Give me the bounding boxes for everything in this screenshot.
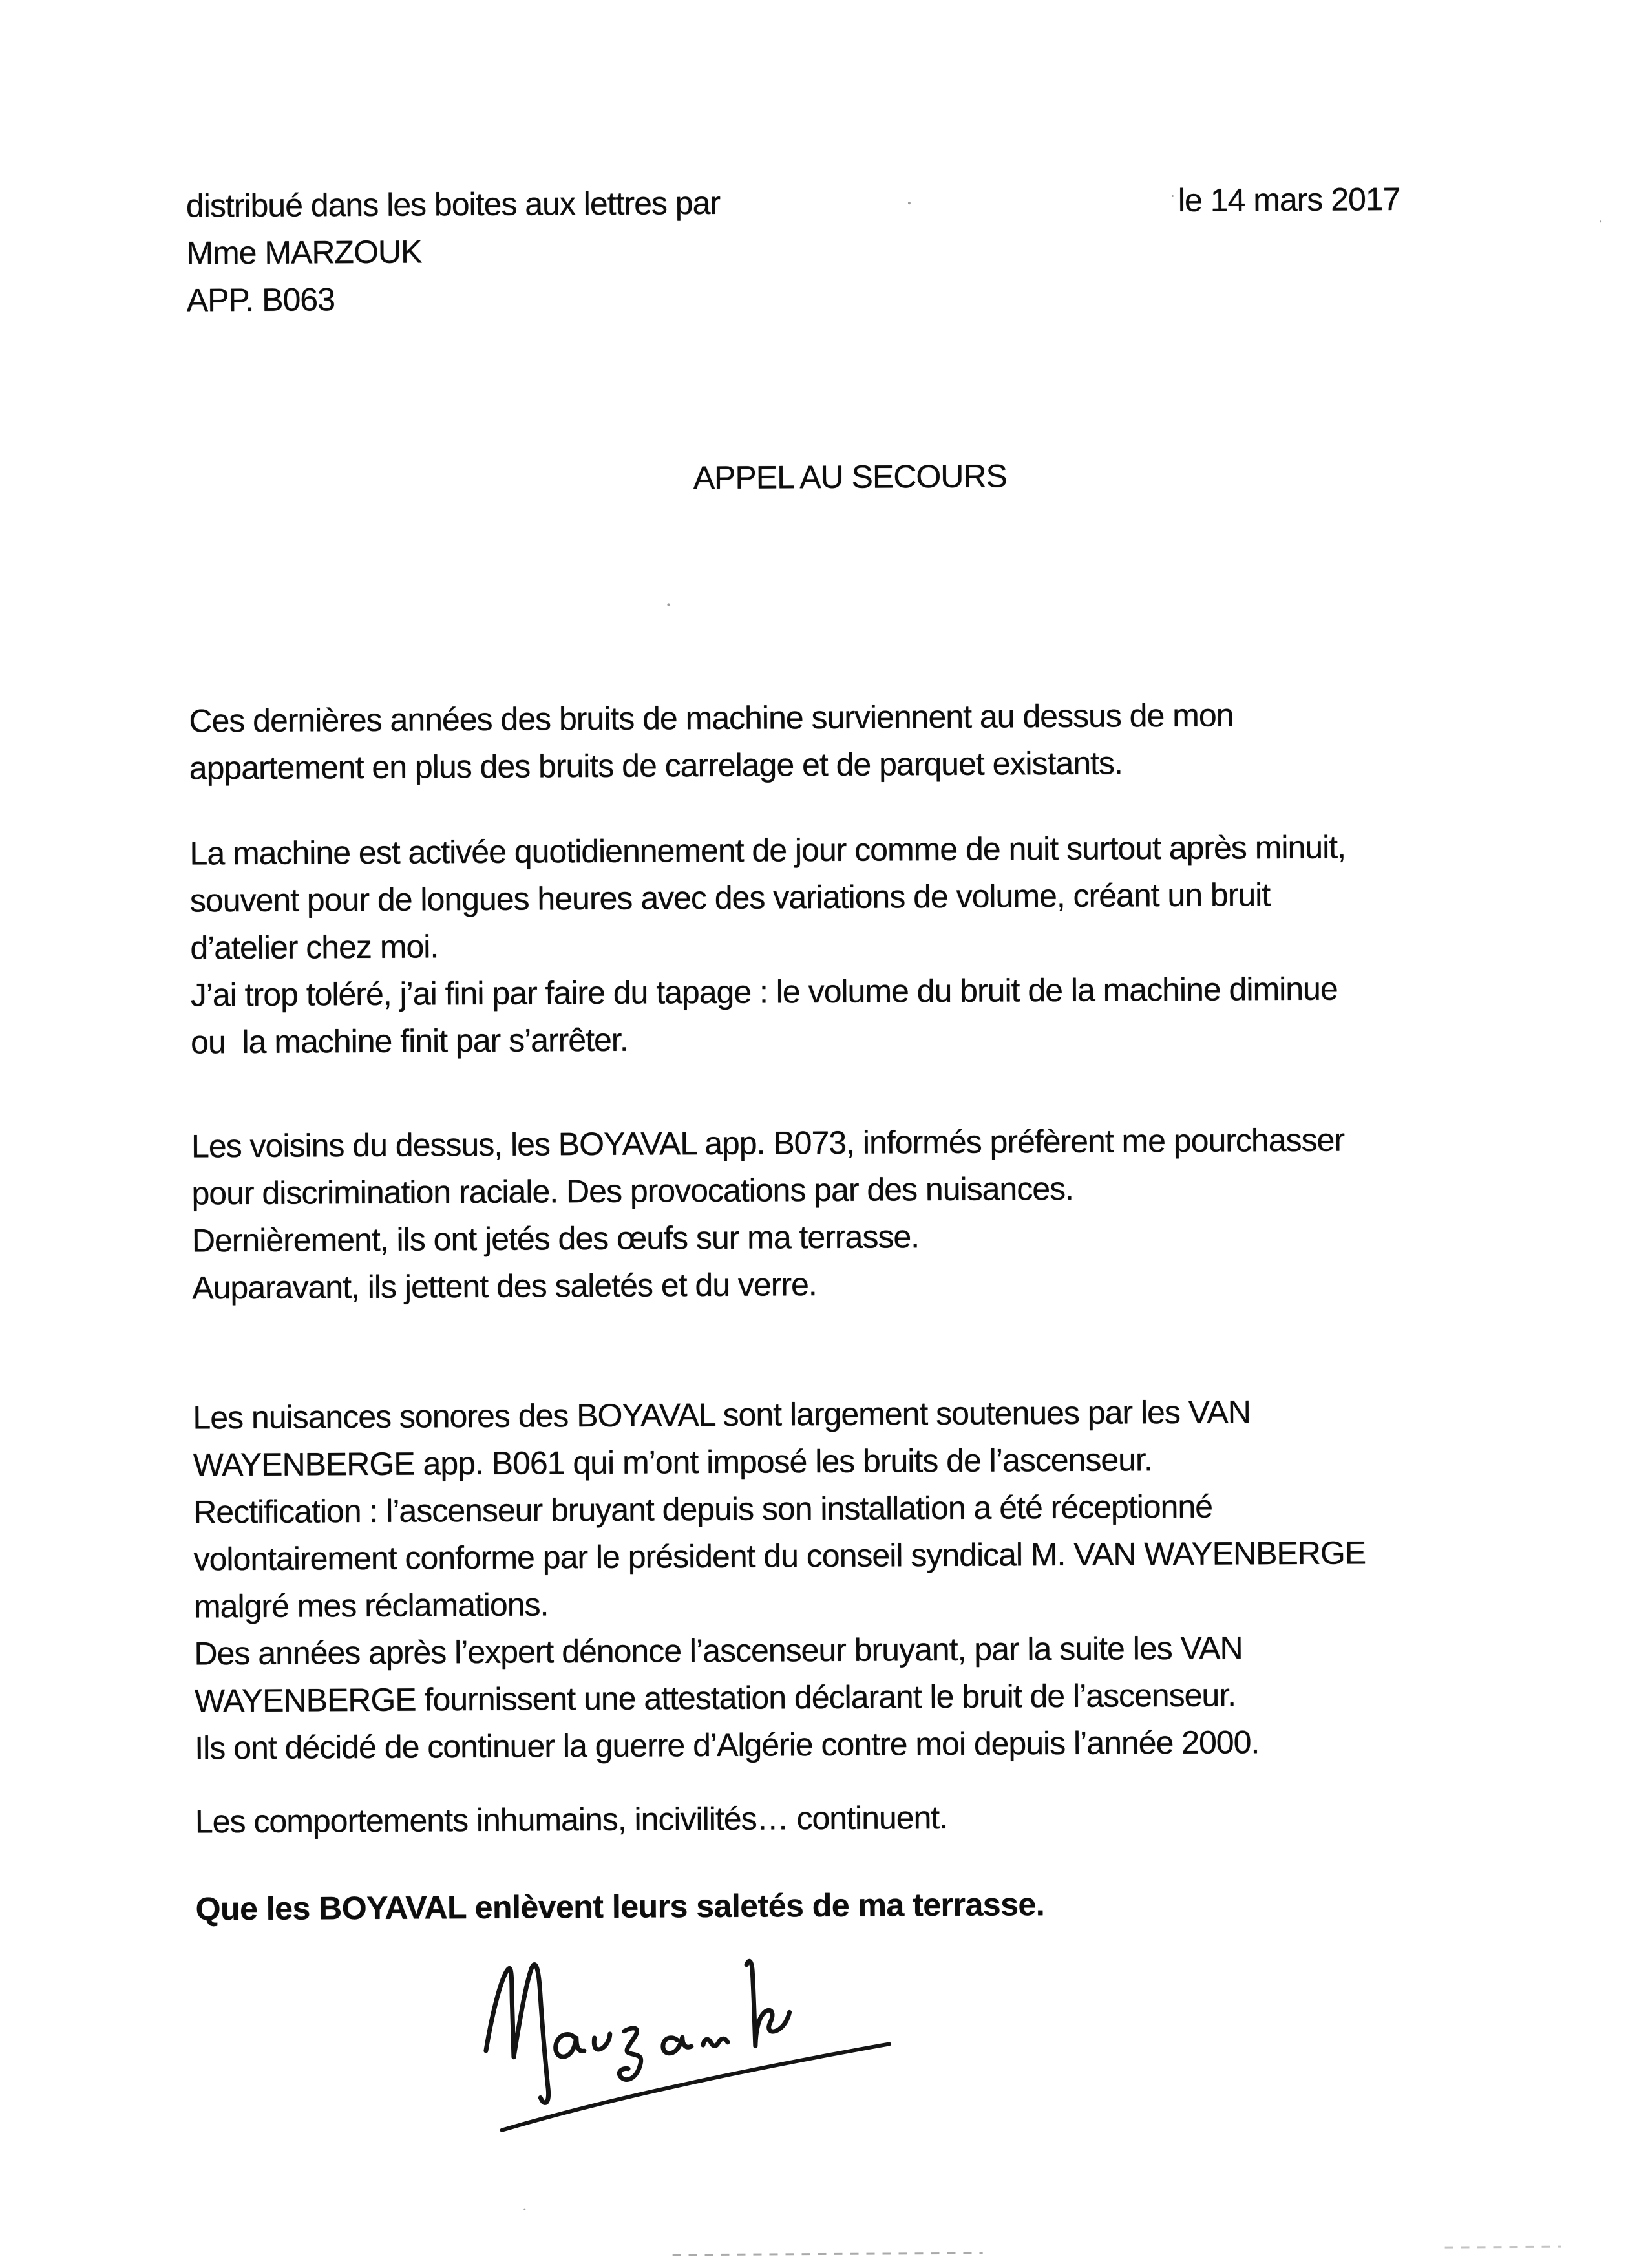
letter-title: APPEL AU SECOURS [693, 458, 1008, 496]
sender-apartment: APP. B063 [186, 281, 335, 319]
distribution-line: distribué dans les boites aux lettres par [185, 184, 721, 224]
scan-speck [523, 2209, 525, 2210]
demand-line: Que les BOYAVAL enlèvent leurs saletés de ma terrasse. [195, 1886, 1045, 1927]
scan-speck [1172, 195, 1174, 197]
paragraph-4: Les nuisances sonores des BOYAVAL sont largement soutenues par les VAN WAYENBERGE app. B061 qui m’ont imposé les bruits de l’ascenseur. Rectification : l’ascenseur bruyant depuis son installation a été réceptionné volontairement conforme par le président du conseil syndical M. VAN WAYENBERGE malgré mes réclamations. Des années après l’expert dénonce l’ascenseur bruyant, par la suite les VAN WAYENBERGE fournissent une attestation déclarant le bruit de l’ascenseur. Ils ont décidé de continuer la guerre d’Algérie contre moi depuis l’année 2000. [193, 1394, 1366, 1766]
handwritten-signature [467, 1942, 934, 2145]
signature-strokes [467, 1942, 934, 2145]
paragraph-1: Ces dernières années des bruits de machine surviennent au dessus de mon appartement en plus des bruits de carrelage et de parquet existants. [189, 697, 1234, 787]
sender-name: Mme MARZOUK [186, 233, 422, 271]
letter-date: le 14 mars 2017 [1178, 181, 1400, 218]
scan-speck [908, 202, 911, 204]
paragraph-3: Les voisins du dessus, les BOYAVAL app. B073, informés préfèrent me pourchasser pour discrimination raciale. Des provocations par des nuisances. Dernièrement, ils ont jetés des œufs sur ma terrasse. Auparavant, ils jettent des saletés et du verre. [191, 1121, 1345, 1306]
scan-speck [667, 603, 670, 606]
paragraph-2: La machine est activée quotidiennement de jour comme de nuit surtout après minuit, souvent pour de longues heures avec des variations de volume, créant un bruit d’atelier chez moi. J’ai trop toléré, j’ai fini par faire du tapage : le volume du bruit de la machine diminue ou la machine finit par s’arrêter. [189, 829, 1346, 1061]
closing-line: Les comportements inhumains, incivilités… continuent. [195, 1799, 948, 1840]
scan-speck [1600, 220, 1601, 222]
scan-artifact-line [1445, 2246, 1561, 2249]
scan-artifact-line [673, 2252, 983, 2256]
